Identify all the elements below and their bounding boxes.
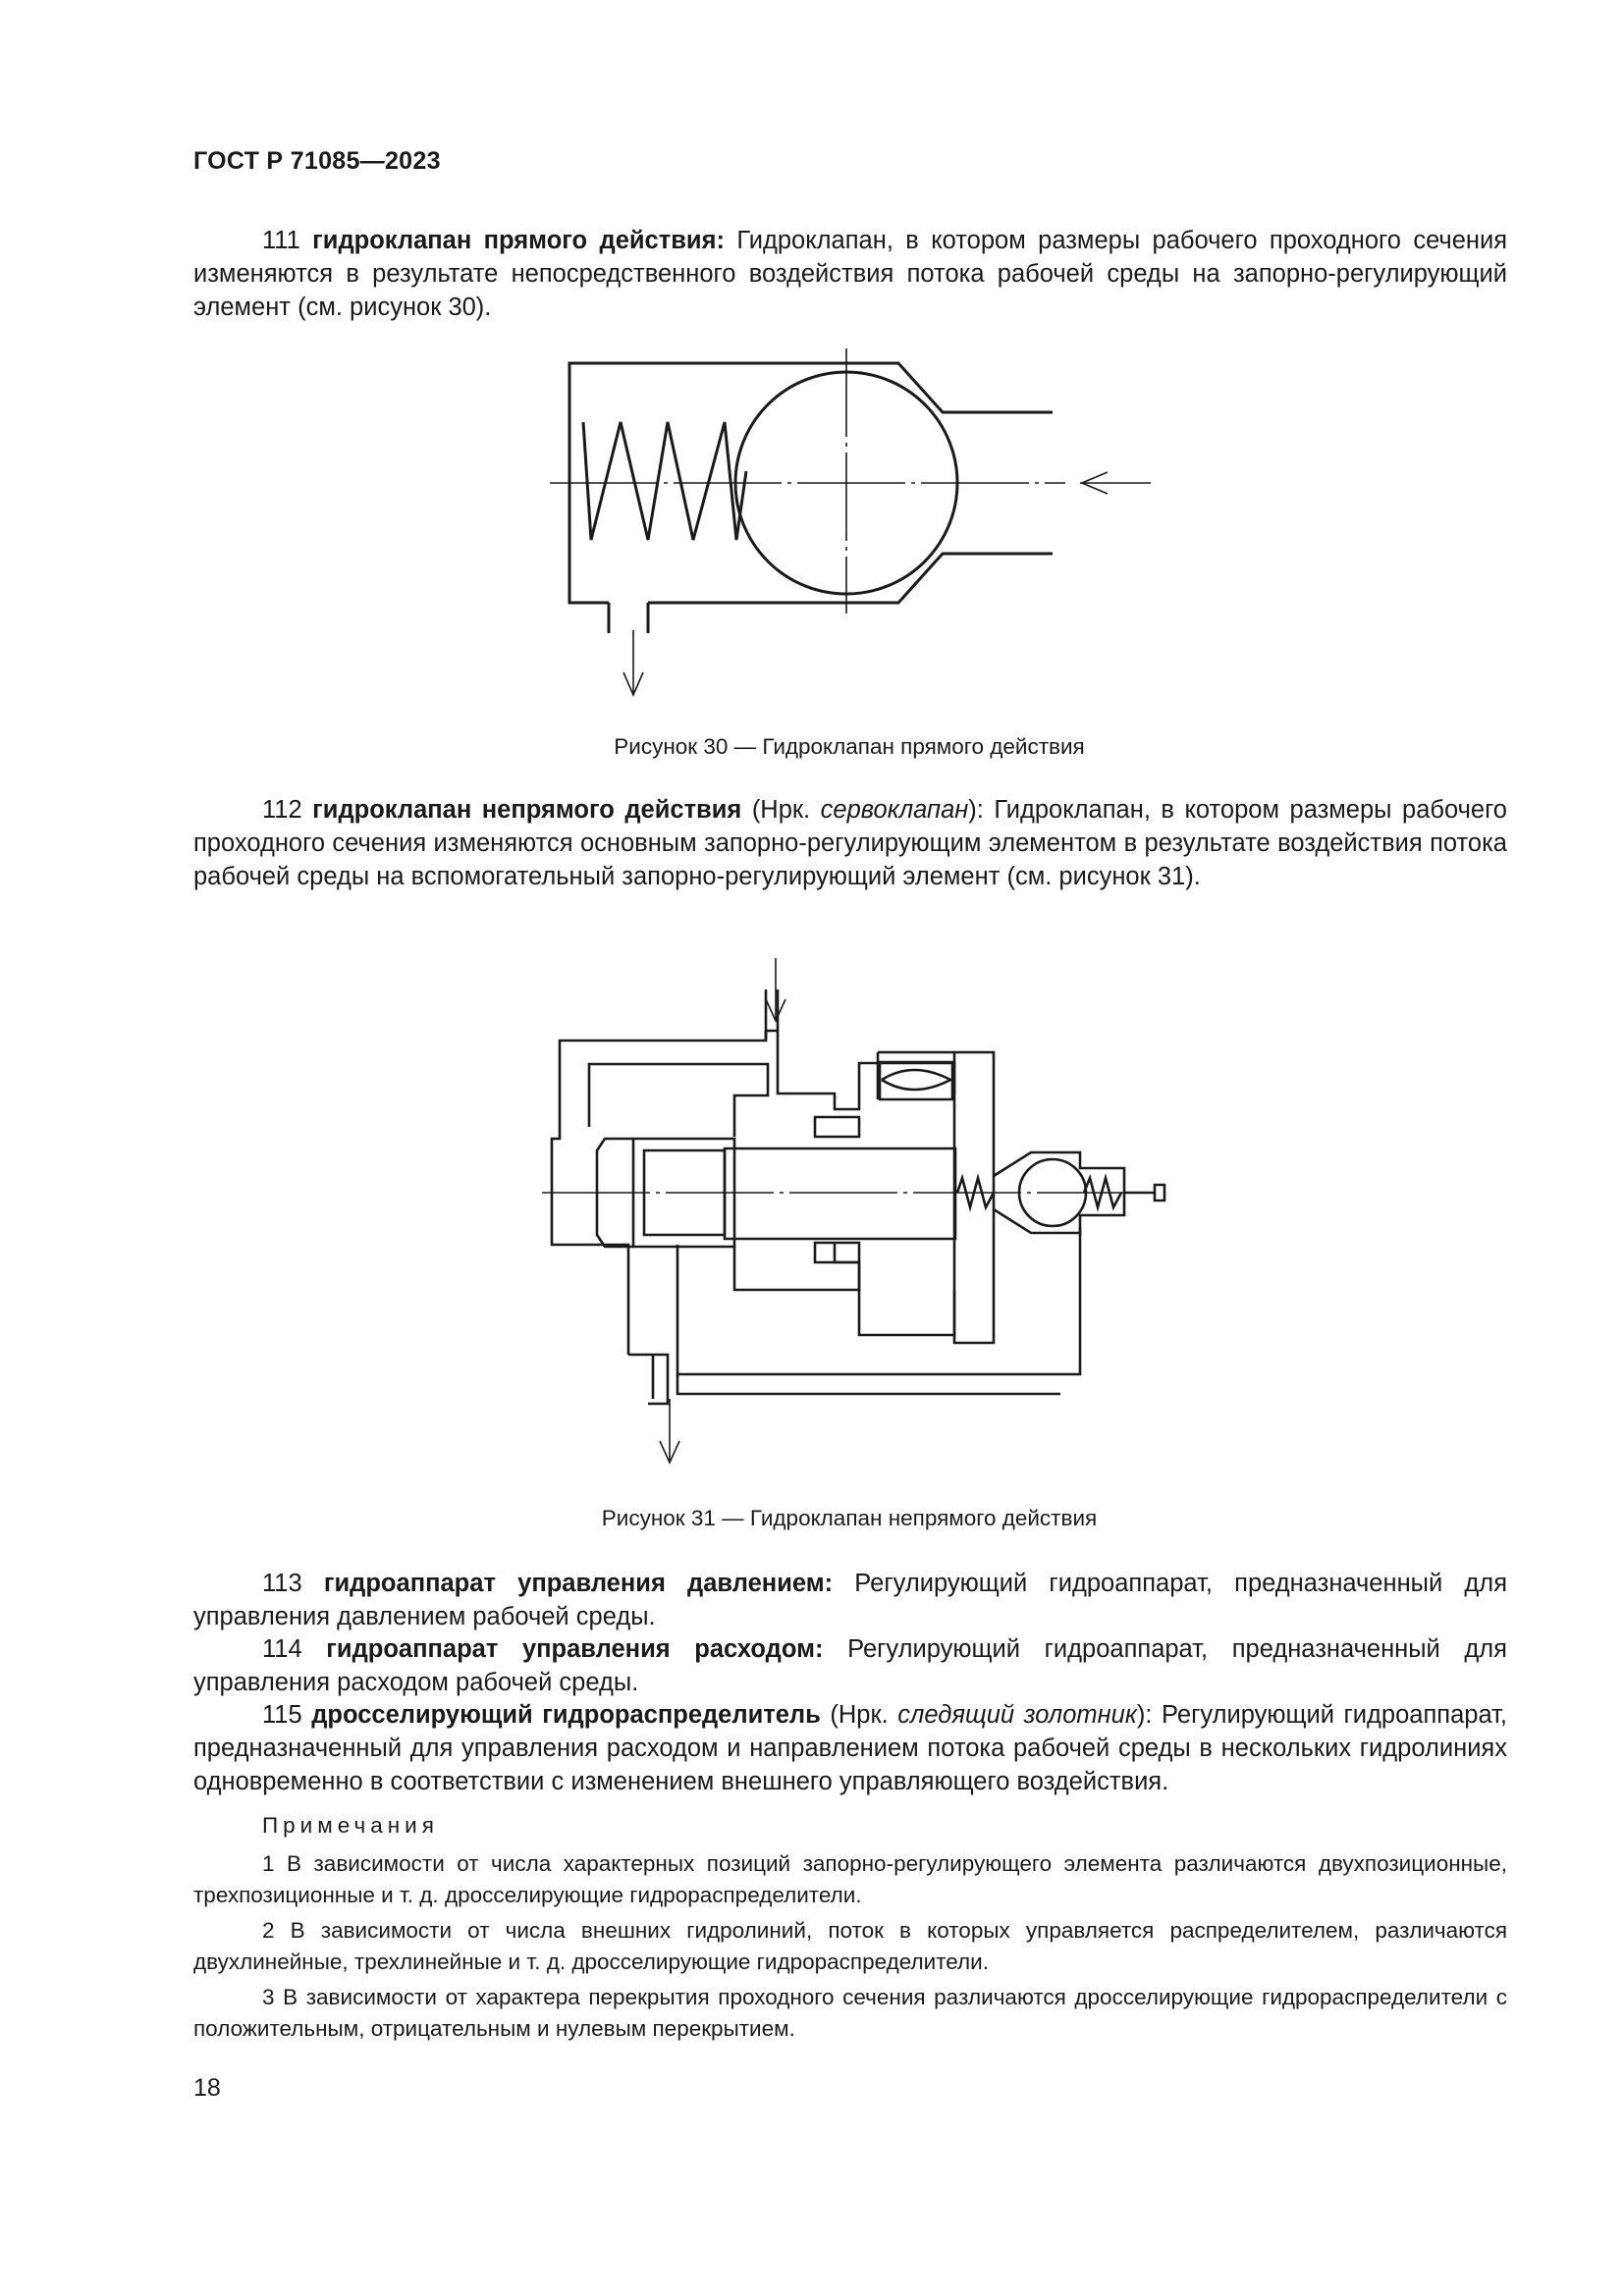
return-line-outer: [628, 1355, 668, 1404]
term-definition: Регулирующий гидроаппарат, предназначенный для управления расходом и направлением потока рабочей среды в нескольких гидролиниях одновременно в соответствии с изменением внешнего управляющего воздействия.: [193, 1701, 1507, 1795]
figure-31-caption: Рисунок 31 — Гидроклапан непрямого действия: [601, 1506, 1098, 1530]
term-113: [193, 1567, 1507, 1633]
term-112: [193, 793, 1507, 893]
figure-30-direct-valve: [0, 344, 1624, 707]
body-lower-channel: [734, 1243, 859, 1290]
note-3: 3 В зависимости от характера перекрытия проходного сечения различаются дросселирующие гидрораспределители с положительным, отрицательным и нулевым перекрытием.: [193, 1985, 1507, 2041]
term-number: 111: [262, 227, 300, 254]
spool-stem: [725, 1148, 955, 1239]
term-title: гидроаппарат управления давлением:: [323, 1570, 834, 1597]
pilot-chamber: [589, 1064, 768, 1137]
body-bottom: [859, 1262, 954, 1335]
synonym-prefix: (Нрк.: [830, 1701, 889, 1729]
term-definition: Гидроклапан, в котором размеры рабочего проходного сечения изменяются в результате непосредственного воздействия потока рабочей среды на запорно-регулирующий элемент (см. рисунок 30).: [193, 227, 1508, 321]
pilot-return: [677, 1374, 1060, 1394]
term-number: 115: [262, 1701, 302, 1729]
term-definition: Регулирующий гидроаппарат, предназначенный для управления расходом рабочей среды.: [193, 1635, 1507, 1696]
term-111: [193, 224, 1507, 324]
synonym-prefix: (Нрк.: [751, 796, 811, 824]
seal-bottom: [815, 1243, 859, 1262]
term-title: дросселирующий гидрораспределитель: [311, 1701, 821, 1729]
hatched-insert: [880, 1062, 952, 1099]
hatch-wave: [882, 1070, 950, 1090]
return-line: [677, 1227, 1080, 1374]
spring: [583, 422, 746, 540]
document-header: ГОСТ Р 71085—2023: [193, 147, 441, 175]
term-title: гидроаппарат управления расходом:: [326, 1635, 824, 1663]
term-number: 114: [262, 1635, 302, 1663]
note-2: 2 В зависимости от числа внешних гидролиний, поток в которых управляется распределителем, различаются двухлинейные, трехлинейные и т. д. дросселирующие гидрораспределители.: [193, 1918, 1507, 1974]
adjust-screw: [1155, 1185, 1164, 1201]
term-definition: Регулирующий гидроаппарат, предназначенный для управления давлением рабочей среды.: [193, 1570, 1507, 1630]
seal-top: [815, 1117, 859, 1137]
term-number: 112: [262, 796, 302, 824]
term-114: [193, 1632, 1507, 1699]
notes-title: Примечания: [262, 1813, 439, 1838]
figure-31-indirect-valve: [0, 942, 1624, 1472]
term-title: гидроклапан прямого действия:: [312, 227, 725, 254]
term-definition: Гидроклапан, в котором размеры рабочего проходного сечения изменяются основным запорно-регулирующим элементом в результате воздействия потока рабочей среды на вспомогательный запорно-регулирующий элемент (см. рисунок 31).: [193, 796, 1507, 890]
term-number: 113: [262, 1570, 302, 1597]
synonym-suffix: ):: [968, 796, 984, 824]
synonym: следящий золотник: [897, 1701, 1137, 1729]
synonym-suffix: ):: [1136, 1701, 1153, 1729]
valve-body-bottom: [648, 554, 1053, 603]
figure-30-caption: Рисунок 30 — Гидроклапан прямого действия: [614, 734, 1085, 759]
term-115: [193, 1698, 1507, 1798]
note-1: 1 В зависимости от числа характерных позиций запорно-регулирующего элемента различаются двухпозиционные, трехпозиционные и т. д. дросселирующие гидрораспределители.: [193, 1851, 1507, 1907]
term-title: гидроклапан непрямого действия: [312, 796, 742, 824]
synonym: сервоклапан: [820, 796, 969, 824]
page-number: 18: [193, 2074, 221, 2102]
